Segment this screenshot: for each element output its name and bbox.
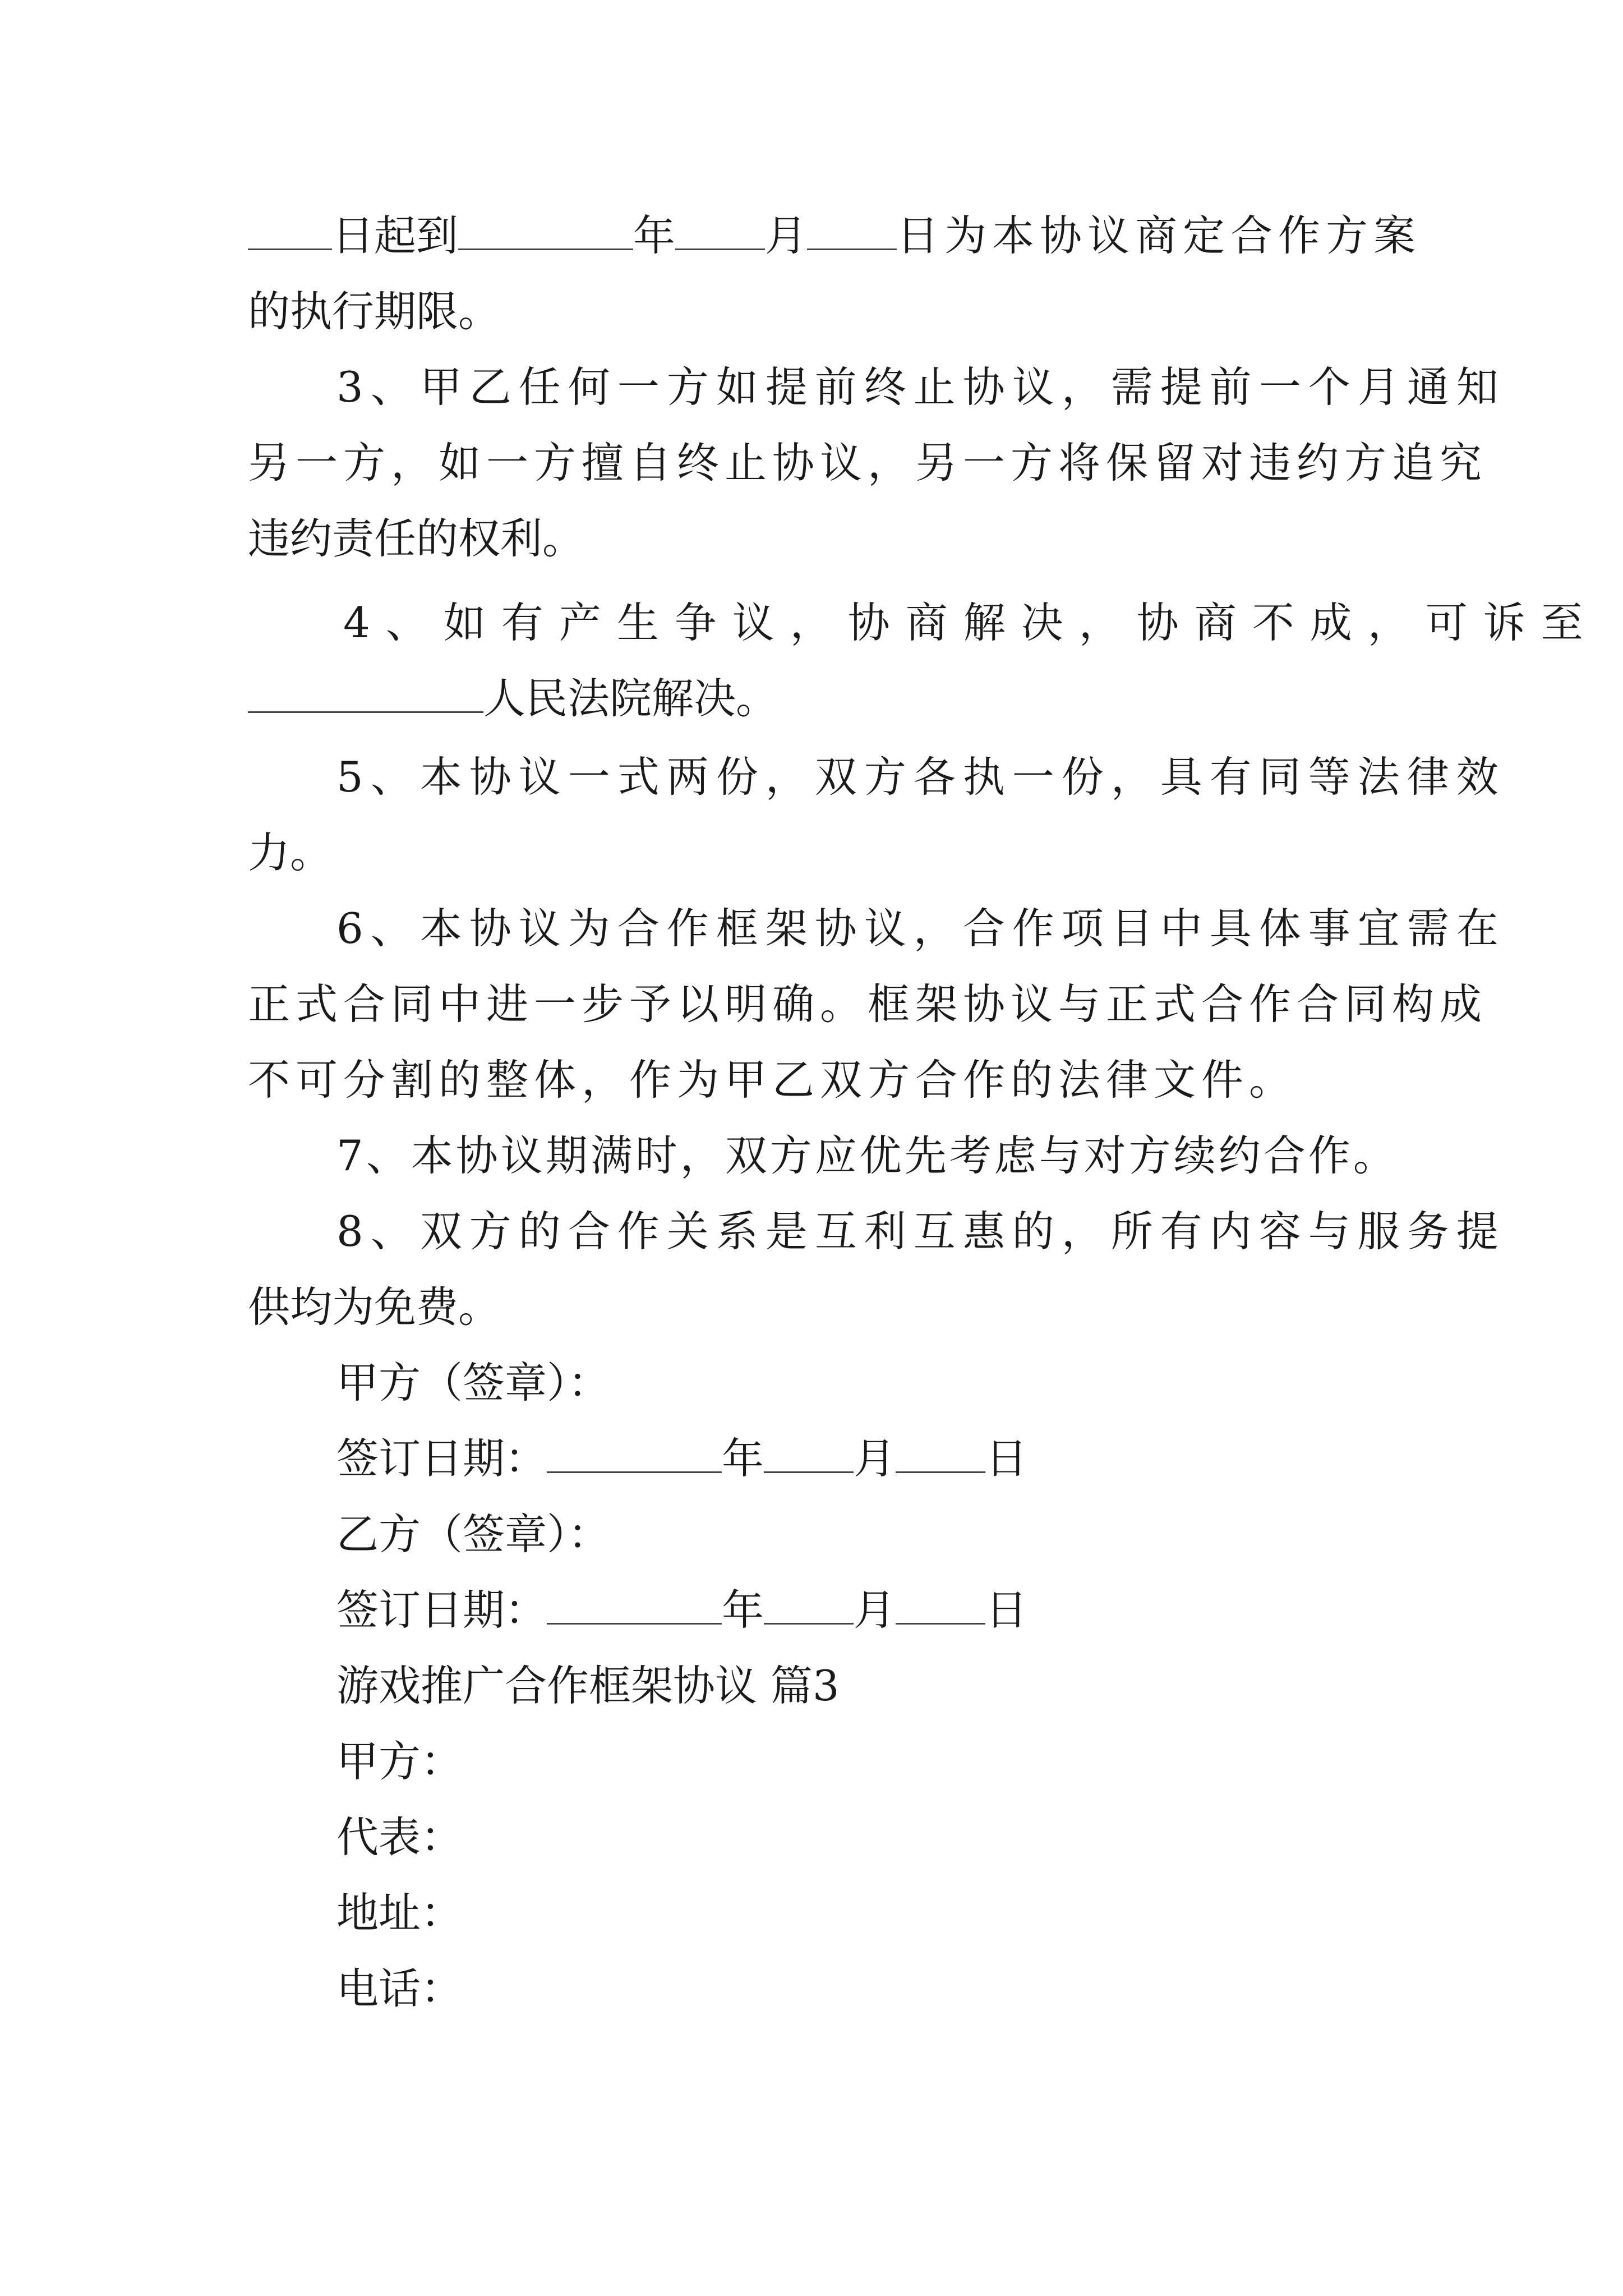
sign-date-b-label: 签订日期： [336, 1585, 547, 1635]
clause-6-line-1: 6、本协议为合作框架协议，合作项目中具体事宜需在 [336, 904, 1506, 953]
blank-day-start[interactable] [248, 209, 332, 250]
section-title: 游戏推广合作框架协议 篇3 [336, 1661, 840, 1710]
clause-6-line-3: 不可分割的整体，作为甲乙双方合作的法律文件。 [248, 1055, 1297, 1105]
clause-4-line-1: 4、如有产生争议，协商解决，协商不成，可诉至 [343, 598, 1599, 647]
sign-date-a-label: 签订日期： [336, 1434, 547, 1483]
sign-date-a-month: 月 [854, 1434, 896, 1483]
sign-date-a-year: 年 [722, 1434, 764, 1483]
paragraph-line: 的执行期限。 [248, 287, 501, 336]
clause-6-line-2: 正式合同中进一步予以明确。框架协议与正式合作合同构成 [248, 979, 1488, 1029]
clause-5-line-1: 5、本协议一式两份，双方各执一份，具有同等法律效 [336, 752, 1506, 802]
sign-date-a [336, 1430, 1375, 1487]
text-month: 月 [765, 211, 808, 260]
court-text: 人民法院解决。 [483, 674, 778, 723]
blank-sign-month-a[interactable] [764, 1432, 854, 1473]
clause-7-line-1: 7、本协议期满时，双方应优先考虑与对方续约合作。 [336, 1131, 1398, 1180]
address-label: 地址： [336, 1888, 463, 1938]
clause-3-line-3: 违约责任的权利。 [248, 514, 585, 563]
party-a-signature: 甲方（签章）： [336, 1358, 610, 1407]
blank-year-end[interactable] [458, 209, 633, 250]
blank-court-name[interactable] [248, 672, 483, 713]
clause-3-line-1: 3、甲乙任何一方如提前终止协议，需提前一个月通知 [336, 362, 1506, 412]
representative-label: 代表： [336, 1812, 463, 1862]
blank-sign-year-a[interactable] [547, 1432, 722, 1473]
phone-label: 电话： [336, 1964, 463, 2013]
clause-8-line-2: 供均为免费。 [248, 1282, 501, 1332]
clause-5-line-2: 力。 [248, 828, 333, 877]
sign-date-b-day: 日 [985, 1585, 1028, 1635]
sign-date-b-year: 年 [722, 1585, 764, 1635]
sign-date-b [336, 1582, 1375, 1638]
text-start-to: 日起到 [332, 211, 459, 260]
party-a-label: 甲方： [336, 1737, 463, 1786]
text-year: 年 [633, 211, 676, 260]
clause-8-line-1: 8、双方的合作关系是互利互惠的，所有内容与服务提 [336, 1207, 1506, 1256]
blank-day-end[interactable] [807, 209, 897, 250]
text-day-remainder: 日为本协议商定合作方案 [897, 211, 1422, 260]
blank-sign-year-b[interactable] [547, 1584, 722, 1625]
party-b-signature: 乙方（签章）： [336, 1510, 610, 1559]
term-period-line [248, 208, 1422, 264]
sign-date-b-month: 月 [854, 1585, 896, 1635]
blank-sign-day-b[interactable] [896, 1584, 985, 1625]
clause-3-line-2: 另一方，如一方擅自终止协议，另一方将保留对违约方追究 [248, 438, 1488, 487]
blank-sign-day-a[interactable] [896, 1432, 985, 1473]
clause-4-line-2 [248, 670, 1375, 726]
blank-sign-month-b[interactable] [764, 1584, 854, 1625]
sign-date-a-day: 日 [985, 1434, 1028, 1483]
blank-month-end[interactable] [675, 209, 765, 250]
